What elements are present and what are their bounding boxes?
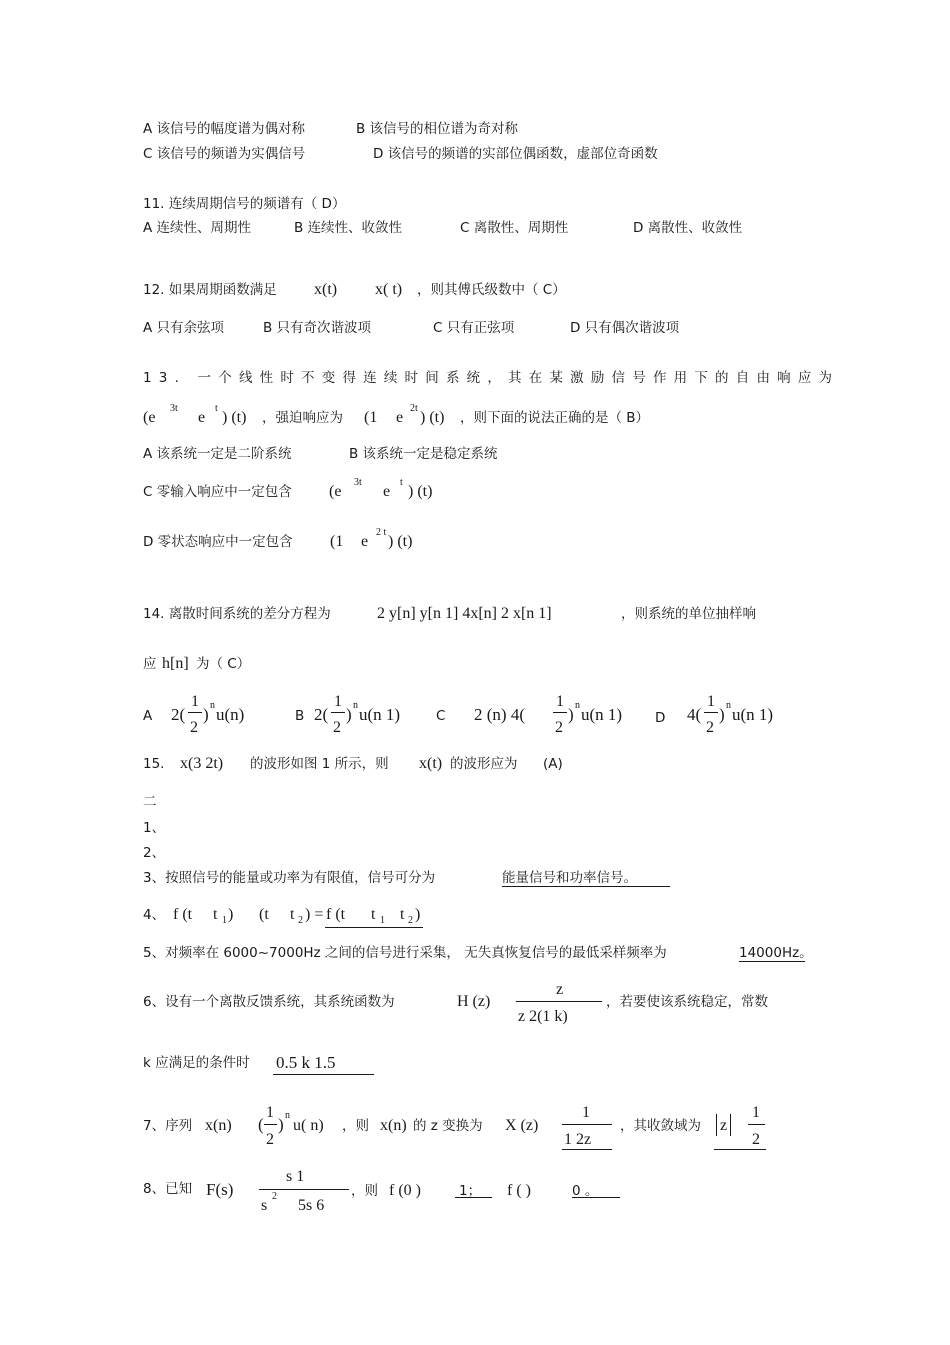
q14-tail: ，则系统的单位抽样响 (621, 606, 756, 622)
q14-option-d-num: 1 (707, 693, 715, 710)
q11-stem: 11. 连续周期信号的频谱有（ D） (143, 196, 346, 212)
q13-optd-head: (1 (330, 533, 344, 550)
q11-option-d: D 离散性、收敛性 (633, 220, 743, 236)
q14-line2-math: h[n] (162, 655, 189, 672)
section2-item7-x2: x(n) (380, 1117, 407, 1134)
q14-stem: 14. 离散时间系统的差分方程为 (143, 606, 331, 622)
q13-stem-line1: 13. 一个线性时不变得连续时间系统，其在某激励信号作用下的自由响应为 (143, 370, 840, 386)
q13-option-b: B 该系统一定是稳定系统 (349, 446, 498, 462)
q14-option-c-fraction-bar (553, 712, 567, 713)
q14-option-b-num: 1 (334, 693, 342, 710)
section2-item7-rparen: ) (278, 1115, 284, 1134)
q10-option-d: D 该信号的频谱的实部位偶函数，虚部位奇函数 (373, 146, 658, 162)
section2-item4-m1: f (t (173, 906, 193, 923)
q13-free-tail: ) (t) (222, 409, 247, 426)
q13-optc-e1: (e (329, 483, 342, 500)
section2-item8-answer1-underline (455, 1197, 492, 1198)
q15-math-xt: x(t) (419, 755, 443, 772)
section2-item1: 1、 (143, 820, 166, 836)
q10-option-b: B 该信号的相位谱为奇对称 (356, 121, 519, 137)
section2-item3-underline (502, 886, 670, 887)
q12-tail: ，则其傅氏级数中（ C） (417, 282, 566, 298)
section2-item8-den-exp: 2 (272, 1191, 277, 1202)
q13-optd-e: e (361, 533, 369, 550)
q14-option-a-den: 2 (190, 719, 198, 736)
q13-forced-e: e (396, 409, 404, 426)
q13-optc-tail: ) (t) (408, 483, 433, 500)
q14-option-c-n: n (575, 700, 580, 711)
section2-heading: 二 (143, 794, 157, 810)
section2-item8-pre: 8、已知 (143, 1181, 193, 1197)
q13-optc-e2: e (383, 483, 391, 500)
section2-item7-roc-fraction-bar (748, 1124, 765, 1125)
q13-forced-tail: ) (t) (420, 409, 445, 426)
q14-line2-a: 应 (143, 656, 157, 672)
q13-free-exp1: 3t (170, 403, 178, 414)
q15-tail: 的波形应为 (450, 756, 518, 772)
section2-item4-m3: ) (228, 906, 234, 923)
section2-item3-pre: 3、按照信号的能量或功率为有限值，信号可分为 (143, 870, 436, 886)
section2-item2: 2、 (143, 845, 166, 861)
q13-optd-tail: ) (t) (388, 533, 413, 550)
q13-optc-exp1: 3t (354, 477, 362, 488)
section2-item5-pre: 5、对频率在 6000~7000Hz 之间的信号进行采集， 无失真恢复信号的最低采样频率为 (143, 945, 667, 961)
section2-item7-roc-underline (714, 1149, 766, 1150)
q14-option-d-pre: 4( (687, 705, 702, 724)
section2-item7-fden: 2 (266, 1131, 274, 1148)
section2-item6-line2: k 应满足的条件时 (143, 1055, 250, 1071)
q12-option-d: D 只有偶次谐波项 (570, 320, 680, 336)
q15-mid: 的波形如图 1 所示，则 (250, 756, 389, 772)
section2-item4-ans1: f (t (326, 906, 346, 923)
section2-item6-fraction-bar (516, 1001, 602, 1002)
q11-option-a: A 连续性、周期性 (143, 220, 252, 236)
section2-item7-lparen: ( (258, 1115, 264, 1134)
q14-option-a-num: 1 (191, 693, 199, 710)
section2-item8-f0: f (0 ) (389, 1182, 421, 1199)
section2-item8-finf: f ( ) (507, 1182, 531, 1199)
q14-option-c-post: ) (568, 705, 574, 724)
section2-item4-underline (325, 927, 423, 928)
section2-item4-ans-s1: 1 (380, 915, 385, 926)
section2-item7-u: u( n) (293, 1117, 324, 1134)
section2-item7-z-underline (562, 1149, 612, 1150)
q14-option-d-fraction-bar (704, 712, 718, 713)
section2-item8-answer2: 0 。 (572, 1183, 599, 1199)
q13-free-e1: (e (143, 409, 156, 426)
q14-option-d-rest: u(n 1) (732, 705, 774, 724)
section2-item4-ans-s2: 2 (408, 915, 413, 926)
q14-option-a-post: ) (203, 705, 209, 724)
section2-item6-tail: ，若要使该系统稳定，常数 (606, 994, 768, 1010)
q13-free-exp2: t (215, 403, 218, 414)
q13-forced-exp: 2t (410, 403, 418, 414)
section2-item4-s1: 1 (222, 915, 227, 926)
section2-item8-F: F(s) (206, 1180, 234, 1199)
q14-option-c-label: C (436, 708, 446, 724)
q14-option-a-label: A (143, 708, 153, 724)
q14-option-b-pre: 2( (314, 705, 329, 724)
section2-item7-n: n (285, 1110, 290, 1121)
section2-item7-z: z (720, 1117, 728, 1134)
section2-item4-ans3: t (400, 906, 405, 923)
q13-option-d: D 零状态响应中一定包含 (143, 534, 293, 550)
q14-option-a-n: n (210, 700, 215, 711)
q14-equation: 2 y[n] y[n 1] 4x[n] 2 x[n 1] (377, 605, 552, 622)
q14-option-c-num: 1 (556, 693, 564, 710)
section2-item6-den: z 2(1 k) (518, 1008, 568, 1025)
section2-item5-underline (739, 961, 805, 962)
q15-math-x32t: x(3 2t) (180, 755, 224, 772)
section2-item6-num: z (556, 981, 564, 998)
section2-item4-s2: 2 (298, 915, 303, 926)
q14-option-b-den: 2 (333, 719, 341, 736)
q14-option-a-rest: u(n) (216, 705, 245, 724)
section2-item4-ans2: t (371, 906, 376, 923)
q13-end: ，则下面的说法正确的是（ B） (460, 410, 650, 426)
q14-option-a-pre: 2( (171, 705, 186, 724)
q14-option-d-post: ) (719, 705, 725, 724)
section2-item8-answer2-underline (572, 1197, 620, 1198)
q12-stem: 12. 如果周期函数满足 (143, 282, 277, 298)
q13-mid: ，强迫响应为 (262, 410, 343, 426)
section2-item6-H: H (z) (457, 993, 491, 1010)
section2-item7-fnum: 1 (266, 1104, 274, 1121)
q10-option-c: C 该信号的频谱为实偶信号 (143, 146, 306, 162)
section2-item7-pre: 7、序列 (143, 1118, 193, 1134)
q11-option-c: C 离散性、周期性 (460, 220, 569, 236)
q13-forced-head: (1 (364, 409, 378, 426)
section2-item7-abs-right (730, 1114, 731, 1136)
q14-option-c-den: 2 (555, 719, 563, 736)
q14-line2-b: 为（ C） (196, 656, 251, 672)
q12-math-xt: x(t) (314, 281, 338, 298)
section2-item4-m5: t (290, 906, 295, 923)
section2-item8-num: s 1 (286, 1168, 305, 1185)
q10-option-a: A 该信号的幅度谱为偶对称 (143, 121, 306, 137)
q14-option-b-fraction-bar (331, 712, 345, 713)
q14-option-d-label: D (655, 710, 666, 726)
section2-item7-rden: 2 (752, 1131, 760, 1148)
section2-item6-pre: 6、设有一个离散反馈系统，其系统函数为 (143, 994, 395, 1010)
section2-item7-tail: ，其收敛域为 (620, 1118, 701, 1134)
section2-item7-mid: ，则 (342, 1118, 369, 1134)
q15-answer: (A) (543, 756, 563, 772)
section2-item4-m6: ) = (305, 906, 324, 923)
q12-option-a: A 只有余弦项 (143, 320, 225, 336)
section2-item8-answer1: 1； (459, 1183, 482, 1199)
q14-option-c-rest: u(n 1) (581, 705, 623, 724)
section2-item4-m4: (t (259, 906, 269, 923)
q12-math-x-neg-t: x( t) (375, 281, 403, 298)
q14-option-b-label: B (295, 708, 305, 724)
section2-item4-ans4: ) (415, 906, 421, 923)
q14-option-b-rest: u(n 1) (359, 705, 401, 724)
section2-item8-mid: ，则 (351, 1183, 378, 1199)
section2-item7-rnum: 1 (752, 1104, 760, 1121)
section2-item7-abs-left (716, 1114, 717, 1136)
q12-option-c: C 只有正弦项 (433, 320, 515, 336)
section2-item8-den-s: s (261, 1197, 268, 1214)
section2-item4-m2: t (213, 906, 218, 923)
q15-stem: 15. (143, 756, 165, 772)
q14-option-c-pre: 2 (n) 4( (474, 705, 525, 724)
section2-item7-x: x(n) (205, 1117, 232, 1134)
q14-option-b-n: n (353, 700, 358, 711)
q13-option-c: C 零输入响应中一定包含 (143, 484, 292, 500)
section2-item7-X: X (z) (505, 1117, 539, 1134)
section2-item8-den-rest: 5s 6 (298, 1197, 325, 1214)
section2-item6-underline (273, 1074, 374, 1075)
q14-option-d-n: n (726, 700, 731, 711)
section2-item6-answer: 0.5 k 1.5 (276, 1053, 336, 1072)
q12-option-b: B 只有奇次谐波项 (263, 320, 372, 336)
q13-option-a: A 该系统一定是二阶系统 (143, 446, 292, 462)
section2-item7-fraction-bar (264, 1124, 277, 1125)
section2-item7-num: 1 (582, 1104, 590, 1121)
q14-option-a-fraction-bar (188, 712, 202, 713)
section2-item5-answer: 14000Hz。 (739, 945, 813, 961)
q13-free-e2: e (198, 409, 206, 426)
q14-option-b-post: ) (346, 705, 352, 724)
section2-item3-answer: 能量信号和功率信号。 (502, 870, 637, 886)
section2-item7-mid2: 的 z 变换为 (413, 1118, 483, 1134)
section2-item4-pre: 4、 (143, 907, 166, 923)
q13-optc-exp2: t (400, 477, 403, 488)
q13-optd-exp: 2 t (376, 527, 387, 538)
q11-option-b: B 连续性、收敛性 (294, 220, 403, 236)
q14-option-d-den: 2 (706, 719, 714, 736)
section2-item7-den: 1 2z (564, 1131, 592, 1148)
section2-item8-fraction-bar (259, 1189, 349, 1190)
section2-item7-z-fraction-bar (562, 1124, 612, 1125)
